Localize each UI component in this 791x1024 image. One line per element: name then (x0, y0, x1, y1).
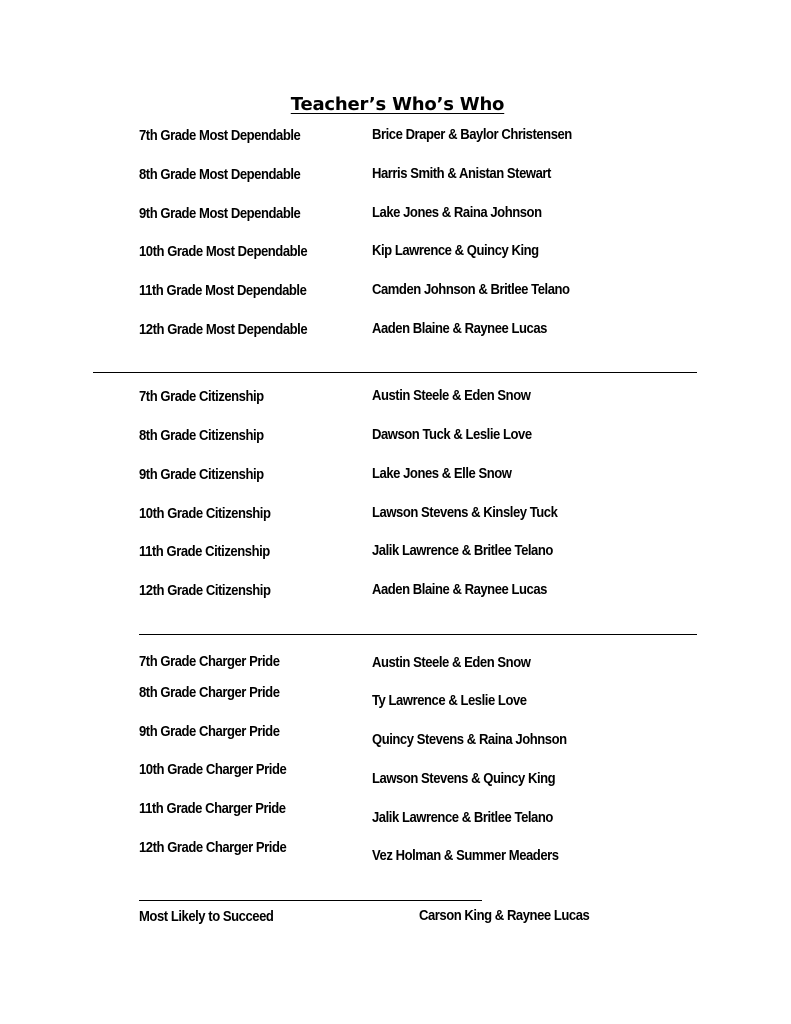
award-winners: Lake Jones & Elle Snow (372, 466, 512, 482)
award-label: 7th Grade Charger Pride (139, 654, 280, 670)
award-winners: Lawson Stevens & Kinsley Tuck (372, 505, 558, 521)
award-label: 9th Grade Charger Pride (139, 724, 280, 740)
award-label: 10th Grade Most Dependable (139, 244, 308, 260)
award-label: 12th Grade Citizenship (139, 583, 271, 599)
award-winners: Lake Jones & Raina Johnson (372, 205, 542, 221)
award-winners: Aaden Blaine & Raynee Lucas (372, 321, 547, 337)
award-label: 9th Grade Most Dependable (139, 206, 301, 222)
award-winners: Camden Johnson & Britlee Telano (372, 282, 570, 298)
award-winners: Kip Lawrence & Quincy King (372, 243, 539, 259)
award-winners: Vez Holman & Summer Meaders (372, 848, 559, 864)
award-winners: Ty Lawrence & Leslie Love (372, 693, 527, 709)
section-divider (139, 900, 482, 901)
award-label: 9th Grade Citizenship (139, 467, 264, 483)
award-winners: Jalik Lawrence & Britlee Telano (372, 543, 553, 559)
award-label: 12th Grade Most Dependable (139, 322, 308, 338)
award-winners: Lawson Stevens & Quincy King (372, 771, 556, 787)
award-label: 10th Grade Citizenship (139, 506, 271, 522)
award-winners: Aaden Blaine & Raynee Lucas (372, 582, 547, 598)
award-label: 8th Grade Citizenship (139, 428, 264, 444)
award-label: 7th Grade Citizenship (139, 389, 264, 405)
section-divider (93, 372, 697, 373)
award-label: 7th Grade Most Dependable (139, 128, 301, 144)
award-label: 11th Grade Citizenship (139, 544, 270, 560)
award-winners: Quincy Stevens & Raina Johnson (372, 732, 567, 748)
award-label: 12th Grade Charger Pride (139, 840, 287, 856)
award-winners: Austin Steele & Eden Snow (372, 388, 531, 404)
award-label: 8th Grade Charger Pride (139, 685, 280, 701)
section-divider (139, 634, 697, 635)
award-winners: Harris Smith & Anistan Stewart (372, 166, 551, 182)
page-title: Teacher’s Who’s Who (290, 94, 505, 115)
award-winners: Jalik Lawrence & Britlee Telano (372, 810, 553, 826)
award-winners: Carson King & Raynee Lucas (419, 908, 590, 924)
award-label: 11th Grade Charger Pride (139, 801, 286, 817)
award-label: Most Likely to Succeed (139, 909, 274, 925)
award-winners: Brice Draper & Baylor Christensen (372, 127, 572, 143)
award-winners: Austin Steele & Eden Snow (372, 655, 531, 671)
award-label: 10th Grade Charger Pride (139, 762, 287, 778)
award-winners: Dawson Tuck & Leslie Love (372, 427, 532, 443)
award-label: 8th Grade Most Dependable (139, 167, 301, 183)
award-label: 11th Grade Most Dependable (139, 283, 307, 299)
